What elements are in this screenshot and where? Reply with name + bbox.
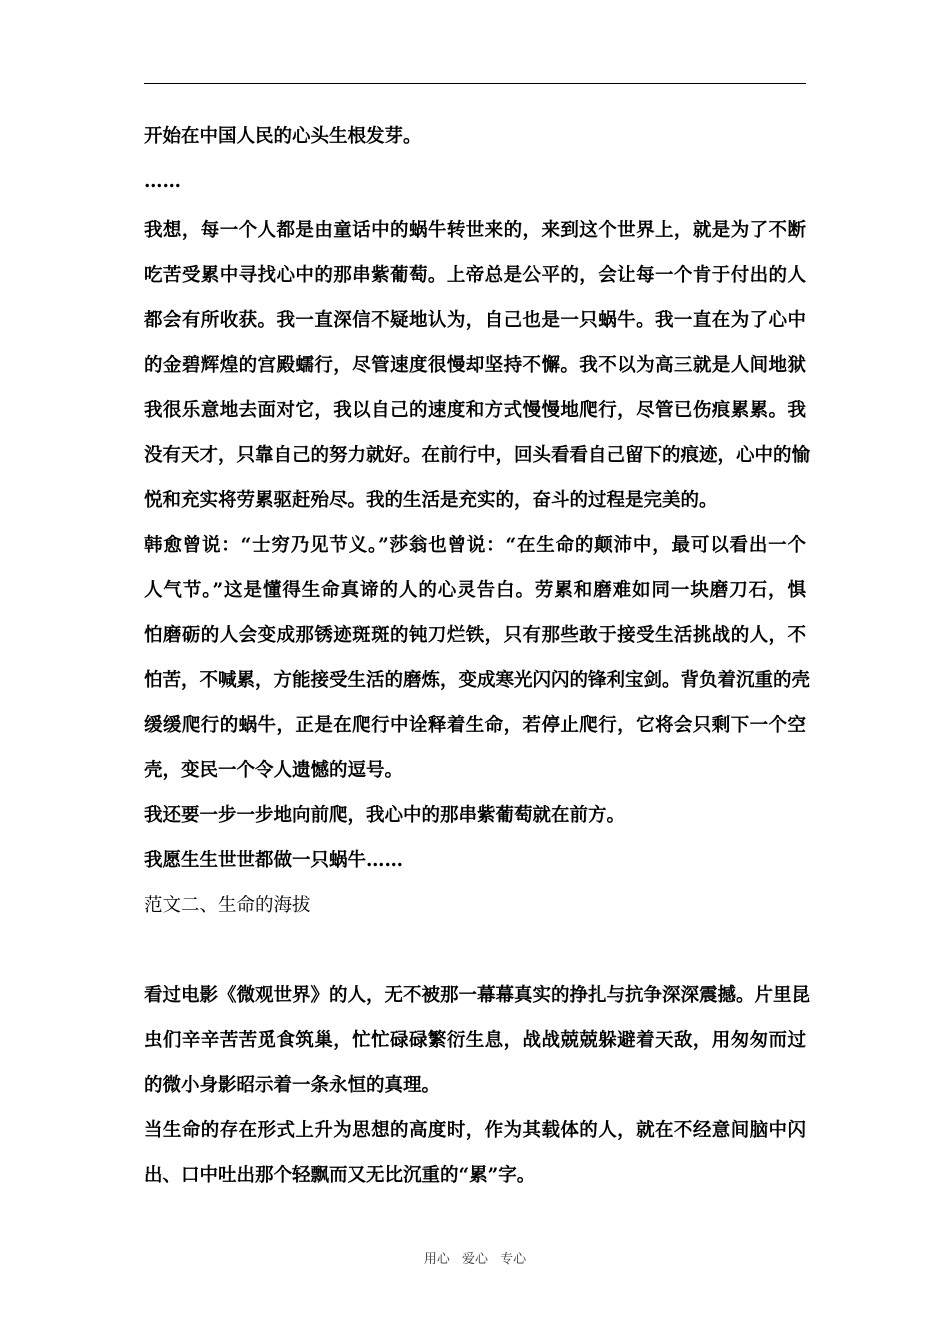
- paragraph-line: 当生命的存在形式上升为思想的高度时，作为其载体的人，就在不经意间脑中闪: [144, 1120, 806, 1141]
- paragraph-line: 都会有所收获。我一直深信不疑地认为，自己也是一只蜗牛。我一直在为了心中: [144, 310, 806, 331]
- blank-line: [144, 928, 809, 973]
- paragraph-line: 悦和充实将劳累驱赶殆尽。我的生活是充实的，奋斗的过程是完美的。: [144, 490, 718, 511]
- paragraph-line: 开始在中国人民的心头生根发芽。: [144, 126, 422, 147]
- header-rule: [144, 83, 806, 84]
- paragraph-line: 韩愈曾说：“士穷乃见节义。”莎翁也曾说：“在生命的颠沛中，最可以看出一个: [144, 535, 806, 556]
- paragraph-line: 我很乐意地去面对它，我以自己的速度和方式慢慢地爬行，尽管已伤痕累累。我: [144, 400, 806, 421]
- paragraph-line: 看过电影《微观世界》的人，无不被那一幕幕真实的挣扎与抗争深深震撼。片里昆: [144, 985, 811, 1006]
- paragraph-line: 怕苦，不喊累，方能接受生活的磨炼，变成寒光闪闪的锋利宝剑。背负着沉重的壳: [144, 670, 811, 691]
- ellipsis-line: ……: [144, 171, 181, 192]
- paragraph-line: 的金碧辉煌的宫殿蠕行，尽管速度很慢却坚持不懈。我不以为高三就是人间地狱: [144, 355, 806, 376]
- paragraph-line: 壳，变民一个令人遗憾的逗号。: [144, 760, 404, 781]
- document-body: [144, 118, 809, 1198]
- paragraph-line: 虫们辛辛苦苦觅食筑巢，忙忙碌碌繁衍生息，战战兢兢躲避着天敌，用匆匆而过: [144, 1030, 806, 1051]
- paragraph-line: 缓缓爬行的蜗牛，正是在爬行中诠释着生命，若停止爬行，它将会只剩下一个空: [144, 715, 806, 736]
- paragraph-line: 吃苦受累中寻找心中的那串紫葡萄。上帝总是公平的，会让每一个肯于付出的人: [144, 265, 806, 286]
- paragraph-line: 我想，每一个人都是由童话中的蜗牛转世来的，来到这个世界上，就是为了不断: [144, 220, 806, 241]
- paragraph-line: 我愿生生世世都做一只蜗牛……: [144, 850, 404, 871]
- paragraph-line: 出、口中吐出那个轻飘而又无比沉重的“累”字。: [144, 1165, 536, 1186]
- paragraph-line: 怕磨砺的人会变成那锈迹斑斑的钝刀烂铁，只有那些敢于接受生活挑战的人，不: [144, 625, 806, 646]
- page-footer: 用心 爱心 专心: [423, 1252, 527, 1267]
- paragraph-line: 我还要一步一步地向前爬，我心中的那串紫葡萄就在前方。: [144, 805, 626, 826]
- paragraph-line: 没有天才，只靠自己的努力就好。在前行中，回头看看自己留下的痕迹，心中的愉: [144, 445, 811, 466]
- section-heading: 范文二、生命的海拔: [144, 895, 311, 916]
- paragraph-line: 人气节。”这是懂得生命真谛的人的心灵告白。劳累和磨难如同一块磨刀石，惧: [144, 580, 806, 601]
- paragraph-line: 的微小身影昭示着一条永恒的真理。: [144, 1075, 441, 1096]
